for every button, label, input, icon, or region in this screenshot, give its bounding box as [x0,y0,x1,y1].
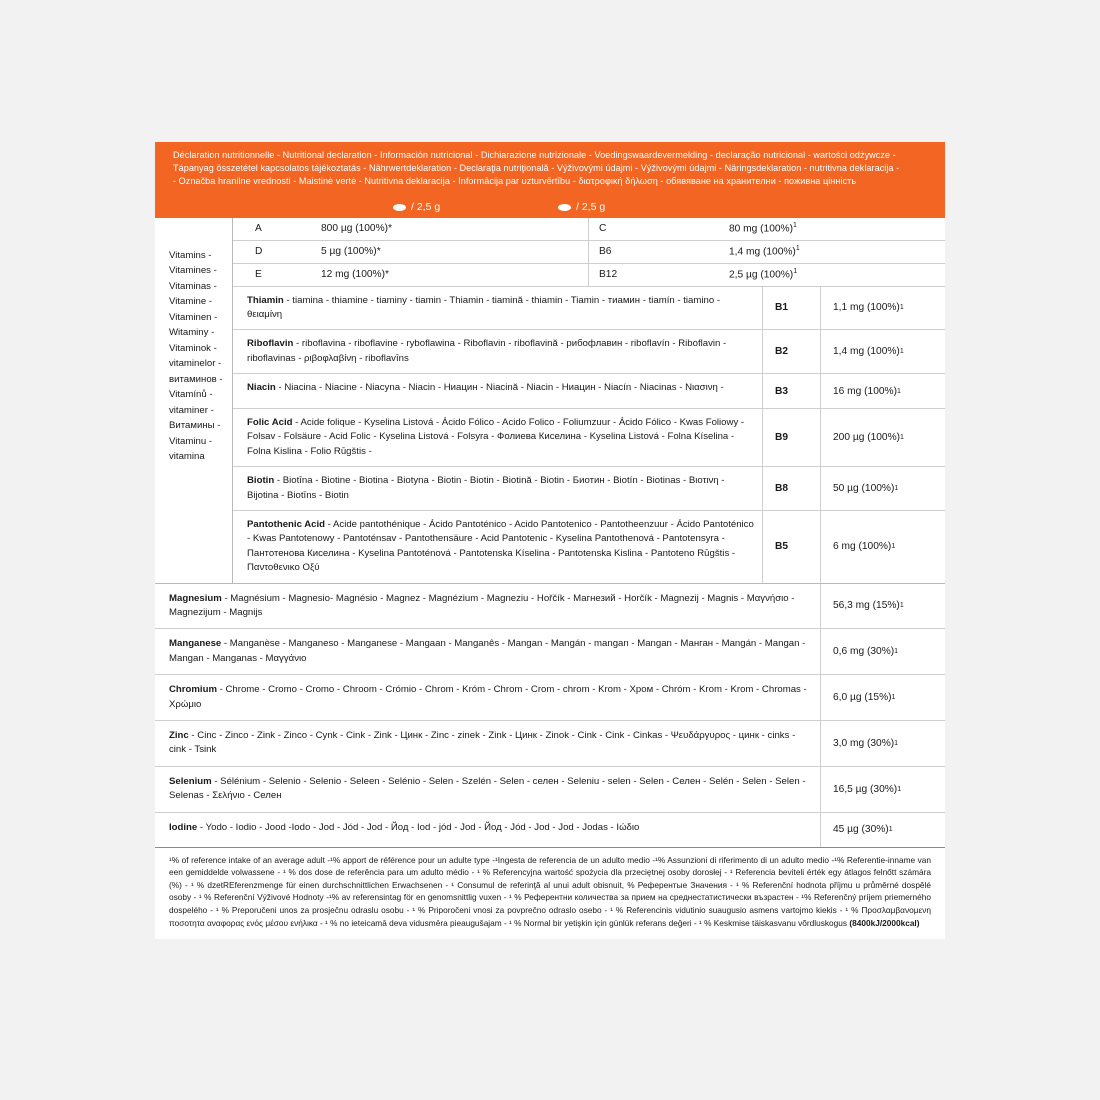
footnote-energy-value: (8400kJ/2000kcal) [849,917,920,928]
vitamin-code: B2 [762,330,820,373]
table-row [155,584,945,630]
nutrition-label [155,142,945,939]
mineral-amount: 6,0 µg (15%) 1 [820,675,945,720]
table-row [155,813,945,847]
table-row [233,264,589,287]
tablet-icon [393,204,406,211]
header-line-3: - Označba hranilne vrednosti - Maistinė vertė - Nutritivna deklaracija - Informācija par uzturvērtību - διατροφική δήλωση - обявяване на хранителни - поживна цінність [173,176,857,187]
vitamins-label: Vitamins - Vitamines - Vitaminas - Vitamine - Vitaminen - Witaminy - Vitaminok - vitaminelor - витаминов - Vitamínů - vitaminer - Витамины - Vitaminu - vitamina [155,218,233,583]
table-row [589,218,945,241]
vitamin-amount: 80 mg $(100\%)^1$ [729,222,797,235]
table-row [233,467,945,511]
vitamin-amount: 1,4 mg $(100\%)^1$ [729,245,800,258]
vitamins-mini-grid [233,218,945,287]
table-row [589,264,945,287]
serving-left [155,201,510,213]
vitamins-mini-left [233,218,589,287]
table-row [233,511,945,583]
vitamin-amount: 6 mg (100%) 1 [820,511,945,583]
vitamin-amount: 12 mg (100%)* [321,269,389,281]
vitamin-code: B9 [762,409,820,466]
vitamin-amount: 200 µg (100%) 1 [820,409,945,466]
table-row [589,241,945,264]
mineral-amount: 56,3 mg (15%) 1 [820,584,945,629]
vitamin-amount: 16 mg (100%) 1 [820,374,945,408]
vitamins-section [155,218,945,584]
table-row [155,629,945,675]
footnote-text: ¹% of reference intake of an average adult -¹% apport de référence pour un adulte type -¹Ingesta de referencia de un adulto medio -¹% Assunzioni di riferimento di un adulto medio -¹% Referentie-inname van een gemiddelde volwassene - ¹ % dos dose de referência para um adulto médio - ¹ % Referencyjna wartość spożycia dla przeciętnej osoby dorosłej - ¹ Referencia beviteli érték egy átlagos felnőtt számára (%) - ¹ % dzetREferenzmenge für einen durchschnittlichen Erwachsenen - ¹ Consumul de referinţă al unui adult obisnuit, % Референтые Значения - ¹ % Referenční hodnota příjmu u průměrné dospělé osoby - ¹ % Referenční Výživové Hodnoty -¹% av referensintag för en genomsnittlig vuxen - ¹ % Референтни количества за прием на среднеcтатистически възрастен - ¹% Referenčný príjem priemerného dospelého - ¹ % Preporučeni unos za prosječnu odraslu osobu - ¹ % Priporočeni vnosi za povprečno odraslo osebo - ¹ % Referencinis vidutinio suaugusio asmens vartojmo kiekis - ¹ % Προσλαμβανομενη ποσοτητα αναφορας ενός μέσου ενήλικα - ¹ % no ieteicamā deva vidusmēra pieaugušajam - ¹ % Normal bir yetişkin için günlük referans değeri - ¹ % Keskmise täiskasvanu võrdluskogus [169,854,931,928]
header-line-2: Tápanyag összetétel kapcsolatos tájékoztatás - Nährwertdeklaration - Declaraţia nutriţională - Výživovými údajmi - Výživovými údajmi - Näringsdeklaration - nutritivna deklaracija - [173,163,900,174]
serving-left-label: / 2,5 g [411,201,441,214]
vitamin-code: D [255,246,263,258]
vitamin-code: E [255,269,262,281]
table-row [233,330,945,374]
vitamin-code: B1 [762,287,820,330]
vitamin-amount: 2,5 µg $(100\%)^1$ [729,268,798,281]
table-row [233,409,945,467]
mineral-amount: 3,0 mg (30%) 1 [820,721,945,766]
reference-intake-footnote [155,848,945,940]
serving-size-row [155,197,945,218]
serving-right [510,201,945,213]
vitamins-rows [233,287,945,583]
vitamin-names: Niacin - Niacina - Niacine - Niacyna - Niacin - Ниацин - Niacină - Niacin - Ниацин - Niacín - Niacinas - Νιασινη - [247,382,724,394]
vitamin-names: Folic Acid - Acide folique - Kyselina Listová - Ácido Fólico - Acido Folico - Foliumzuur - Ácido Fólico - Kwas Foliowy - Folsav - Folsäure - Acid Folic - Kyselina Listová - Folsyra - Фолиева Киселина - Kyselina Listová - Folna Kíselina - Folna Kislina - Folio Rūgštis - [247,417,745,457]
vitamin-amount: 5 µg (100%)* [321,246,381,258]
vitamin-amount: 800 µg (100%)* [321,223,392,235]
table-row [155,767,945,813]
serving-right-label: / 2,5 g [576,201,606,214]
mineral-amount: 16,5 µg (30%) 1 [820,767,945,812]
table-row [155,675,945,721]
vitamin-code: B8 [762,467,820,510]
mineral-amount: 45 µg (30%) 1 [820,813,945,847]
vitamin-amount: 1,1 mg (100%) 1 [820,287,945,330]
mineral-names: Chromium - Chrome - Cromo - Cromo - Chroom - Crómio - Chrom - Króm - Chrom - Crom - chrom - Krom - Хром - Chróm - Krom - Krom - Chromas - Χρώμιο [169,684,807,710]
vitamin-names: Pantothenic Acid - Acide pantothénique - Ácido Pantoténico - Acido Pantotenico - Pantotheenzuur - Ácido Pantoténico - Kwas Pantotenowy - Pantoténsav - Pantothensäure - Acid Pantotenic - Kyselina Pantothenová - Pantotensyra - Пантотенова Киселина - Kyselina Pantoténová - Pantotenska Kíselina - Pantotenska Kislina - Pantoteno Rūgštis - Παντοθενικο Οξύ [247,519,754,574]
vitamin-names: Riboflavin - riboflavina - riboflavine - ryboflawina - Riboflavin - riboflavină - рибофлавин - riboflavín - Riboflavin - riboflavinas - ριβοφλαβίνη - riboflavīns [247,338,727,364]
vitamin-code: B6 [599,246,612,258]
mineral-names: Manganese - Manganèse - Manganeso - Manganese - Mangaan - Manganês - Mangan - Mangán - mangan - Mangan - Манган - Mangán - Mangan - Mangan - Manganas - Μαγγάνιο [169,638,806,664]
minerals-section [155,584,945,848]
table-row [233,287,945,331]
vitamin-code: B3 [762,374,820,408]
vitamin-names: Biotin - Biotīna - Biotine - Biotina - Biotyna - Biotin - Biotin - Biotină - Biotin - Биотин - Biotín - Biotinas - Βιοτινη - Bijotina - Biotīns - Biotin [247,475,725,501]
table-row [233,241,589,264]
table-row [233,374,945,409]
nutrition-declaration-header [155,142,945,197]
table-row [155,721,945,767]
vitamin-code: A [255,223,262,235]
table-row [233,218,589,241]
vitamin-names: Thiamin - tiamina - thiamine - tiaminy - tiamin - Thiamin - tiamină - thiamin - Tiamin - тиамин - tiamín - tiamino - θειαμίνη [247,294,721,320]
vitamin-code: B5 [762,511,820,583]
vitamin-code: C [599,223,607,235]
vitamin-code: B12 [599,269,618,281]
vitamin-amount: 50 µg (100%) 1 [820,467,945,510]
tablet-icon [558,204,571,211]
mineral-names: Iodine - Yodo - Iodio - Jood -Iodo - Jod - Jód - Jod - Йод - Iod - jód - Jod - Йод - Jód - Jod - Jod - Jodas - Ιώδιο [169,821,640,833]
header-line-1: Déclaration nutritionnelle - Nutritional declaration - Información nutricional - Dichiarazione nutrizionale - Voedingswaardevermelding - declaração nutricional - wartości odżywcze - [173,150,896,160]
vitamins-mini-right [589,218,945,287]
mineral-amount: 0,6 mg (30%) 1 [820,629,945,674]
mineral-names: Selenium - Sélénium - Selenio - Selenio - Seleen - Selénio - Selen - Szelén - Selen - селен - Seleniu - selen - Selen - Селен - Selén - Selen - Selen - Selenas - Σελήνιο - Селен [169,775,806,802]
vitamin-amount: 1,4 mg (100%) 1 [820,330,945,373]
mineral-names: Magnesium - Magnésium - Magnesio- Magnésio - Magnez - Magnézium - Magneziu - Hořčík - Магнезий - Horčík - Magnezij - Magnis - Μαγνήσιο - Magnezijum - Magnijs [169,592,795,618]
mineral-names: Zinc - Cinc - Zinco - Zink - Zinco - Cynk - Cink - Zink - Цинк - Zinc - zinek - Zink - Цинк - Zinok - Cink - Cink - Cinkas - Ψευδάργυρος - цинк - cinks - cink - Tsink [169,729,796,756]
